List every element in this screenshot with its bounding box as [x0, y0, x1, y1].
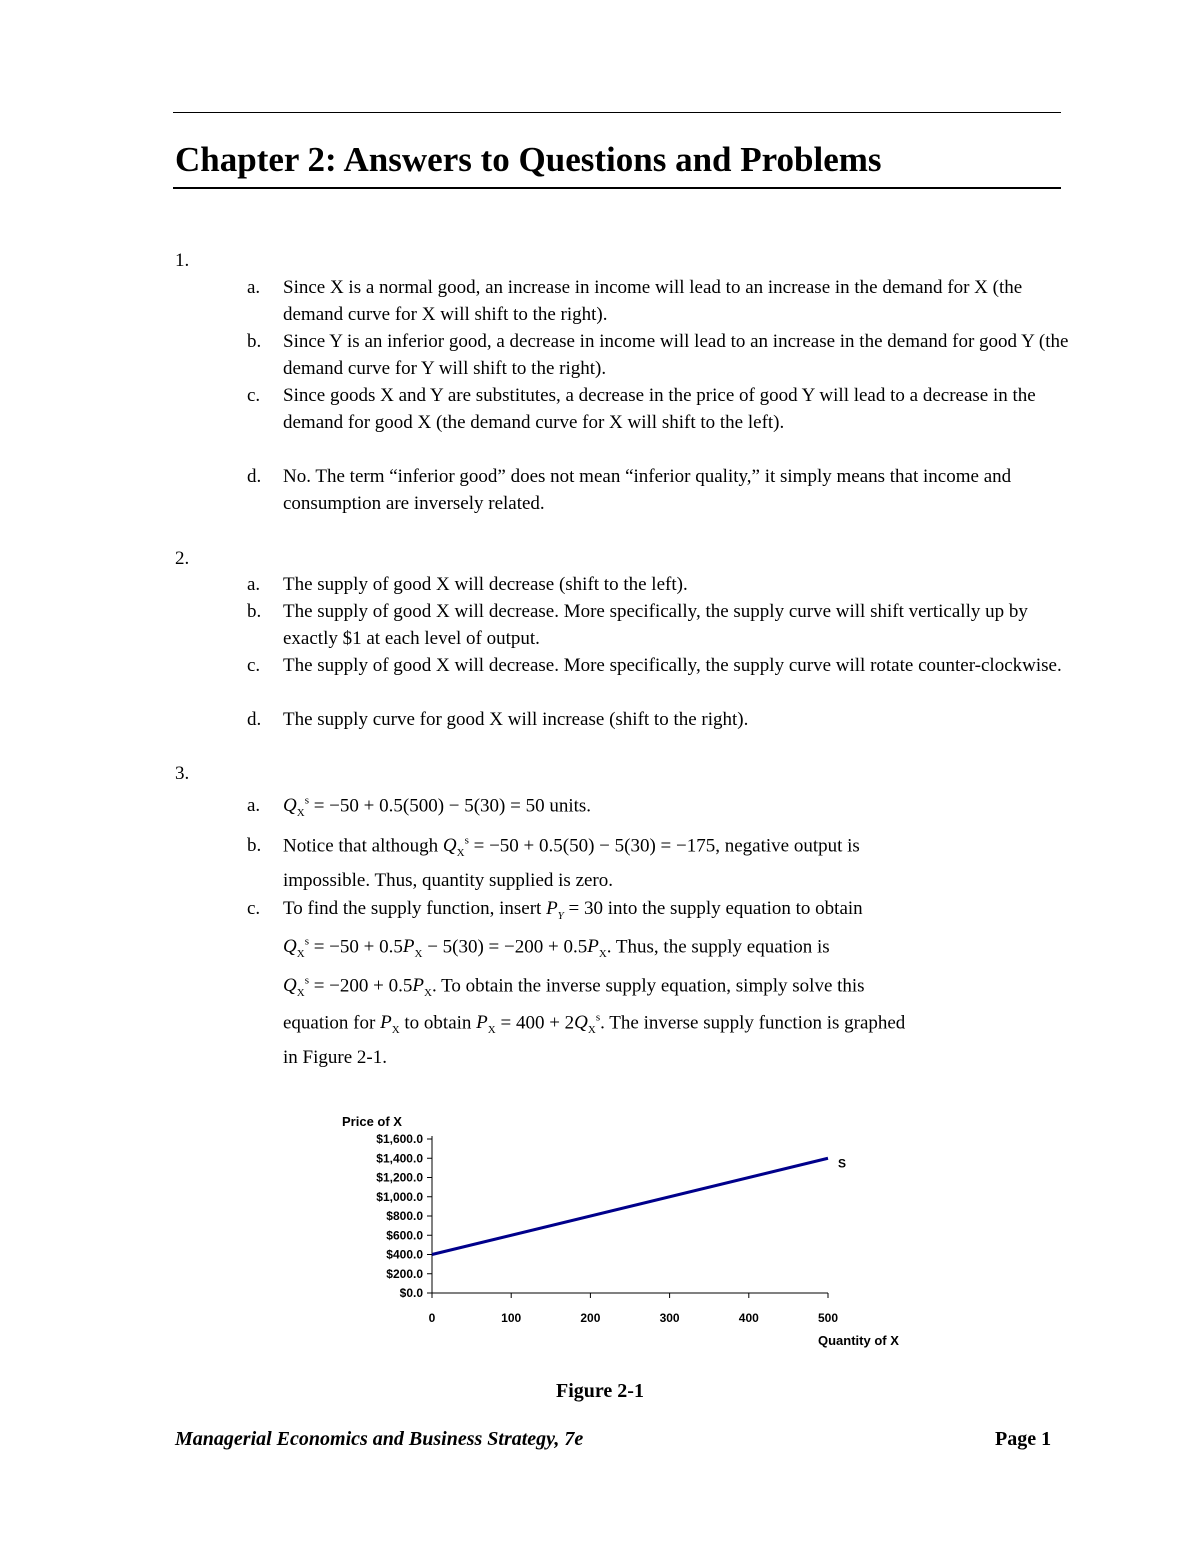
q2-c-label: c. [247, 655, 261, 676]
footer-book-title: Managerial Economics and Business Strategy, 7e [175, 1428, 584, 1450]
y-tick-label: $200.0 [386, 1266, 423, 1281]
question-number-2: 2. [175, 548, 190, 569]
q3-c-l1-pre: To find the supply function, insert [283, 898, 542, 919]
q1-c-text: Since goods X and Y are substitutes, a decrease in the price of good Y will lead to a decrease in the demand for good X (the demand curve for X will shift to the left). [283, 385, 1036, 433]
q3-c-l4-pre: equation for [283, 1012, 376, 1034]
y-tick-label: $1,200.0 [376, 1170, 423, 1185]
q3-a-symbol: $Q_X^s$ [283, 795, 309, 820]
q3-a-equation: = −50 + 0.5(500) − 5(30) = 50 [313, 795, 545, 817]
x-tick-label: 400 [738, 1311, 759, 1325]
q3-c-l1-post: into the supply equation to obtain [607, 898, 863, 919]
q3-c-l2-px2: $P_X$ [587, 936, 607, 961]
q3-c-l1-eq: = 30 [568, 898, 604, 919]
q2-a-label: a. [247, 574, 261, 595]
q3-c-l2-eq2: − 5(30) = −200 + 0.5 [427, 936, 588, 958]
q3-c-line1 [283, 898, 863, 922]
footer-page-number: Page 1 [995, 1428, 1052, 1450]
q3-c-line2 [283, 936, 830, 960]
q3-c-line5: in Figure 2-1. [283, 1047, 387, 1068]
q2-d-label: d. [247, 709, 262, 730]
x-tick-label: 300 [659, 1311, 680, 1325]
q3-c-l2-px1: $P_X$ [402, 936, 423, 961]
x-tick-label: 500 [817, 1311, 839, 1325]
y-ticks [376, 1132, 432, 1300]
q3-c-l4-px2: $P_X$ [476, 1012, 496, 1037]
y-tick-label: $1,000.0 [376, 1189, 423, 1204]
q2-a-text: The supply of good X will decrease (shift to the left). [283, 574, 688, 595]
q1-b-label: b. [247, 331, 262, 352]
q3-c-l2-symbol: $Q_X^s$ [283, 936, 309, 961]
q3-c-l4-qx: $Q_X^s$ [574, 1012, 601, 1037]
y-tick-label: $0.0 [399, 1286, 423, 1300]
q3-c-l2-post: . Thus, the supply equation is [606, 936, 830, 958]
q1-b-text: Since Y is an inferior good, a decrease in income will lead to an increase in the demand for good Y (the demand curve for Y will shift to the right). [283, 331, 1069, 379]
q3-b-symbol: $Q_X^s$ [442, 835, 469, 860]
q1-a-text: Since X is a normal good, an increase in income will lead to an increase in the demand for X (the demand curve for X will shift to the right). [283, 277, 1023, 325]
y-axis-title: Price of X [342, 1114, 402, 1129]
q2-c-text: The supply of good X will decrease. More specifically, the supply curve will rotate counter-clockwise. [283, 655, 1062, 676]
top-rule [173, 112, 1061, 113]
supply-line [432, 1158, 828, 1254]
q2-b-text: The supply of good X will decrease. More specifically, the supply curve will shift vertically up by exactly $1 at each level of output. [283, 601, 1028, 649]
title-rule [173, 187, 1061, 189]
q3-b-pre: Notice that although [283, 835, 439, 857]
supply-chart [330, 1105, 930, 1355]
figure-caption: Figure 2-1 [556, 1380, 644, 1402]
x-ticks [429, 1293, 839, 1325]
q1-a-label: a. [247, 277, 261, 298]
q3-c-l2-eq1: = −50 + 0.5 [313, 936, 403, 958]
x-tick-label: 0 [428, 1311, 436, 1325]
x-tick-label: 100 [501, 1311, 522, 1325]
page-title: Chapter 2: Answers to Questions and Problems [175, 140, 882, 179]
q3-c-l3-eq: = −200 + 0.5 [313, 975, 413, 997]
q3-c-l4-px1: $P_X$ [380, 1012, 400, 1037]
q2-b-label: b. [247, 601, 262, 622]
q3-c-l1-symbol: $P_Y$ [546, 898, 564, 922]
q1-d-text: No. The term “inferior good” does not mean “inferior quality,” it simply means that income and consumption are inversely related. [283, 466, 1012, 514]
series-group [432, 1156, 846, 1254]
q1-c-label: c. [247, 385, 261, 406]
q3-b-line1 [283, 835, 860, 859]
q3-c-l3-symbol: $Q_X^s$ [283, 975, 309, 1000]
q3-b-line2: impossible. Thus, quantity supplied is zero. [283, 870, 614, 891]
q3-c-l3-px: $P_X$ [412, 975, 432, 1000]
q3-c-line3 [283, 975, 865, 999]
q2-d-text: The supply curve for good X will increase (shift to the right). [283, 709, 749, 730]
q3-b-label: b. [247, 835, 262, 856]
q3-a-label: a. [247, 795, 261, 816]
question-number-1: 1. [175, 250, 190, 271]
q1-d-label: d. [247, 466, 262, 487]
x-tick-label: 200 [580, 1311, 601, 1325]
q3-b-post: , negative output is [715, 835, 860, 857]
q3-c-l4-mid: to obtain [404, 1012, 472, 1034]
q3-c-l3-post: . To obtain the inverse supply equation, simply solve this [431, 975, 865, 997]
y-tick-label: $600.0 [386, 1228, 423, 1243]
y-tick-label: $1,600.0 [376, 1132, 423, 1146]
series-label: S [838, 1156, 847, 1171]
y-tick-label: $800.0 [386, 1209, 423, 1223]
q3-c-l4-eq: = 400 + 2 [500, 1012, 575, 1034]
q3-a-units: units. [549, 795, 592, 817]
x-axis-title: Quantity of X [818, 1333, 899, 1348]
question-number-3: 3. [175, 763, 190, 784]
q3-c-l4-post: . The inverse supply function is graphed [600, 1012, 906, 1034]
q3-c-label: c. [247, 898, 261, 919]
y-tick-label: $1,400.0 [376, 1151, 423, 1166]
q3-b-equation: = −50 + 0.5(50) − 5(30) = −175 [473, 835, 716, 857]
q3-a-line [283, 795, 591, 819]
y-tick-label: $400.0 [386, 1247, 423, 1262]
q3-c-line4 [283, 1012, 905, 1036]
